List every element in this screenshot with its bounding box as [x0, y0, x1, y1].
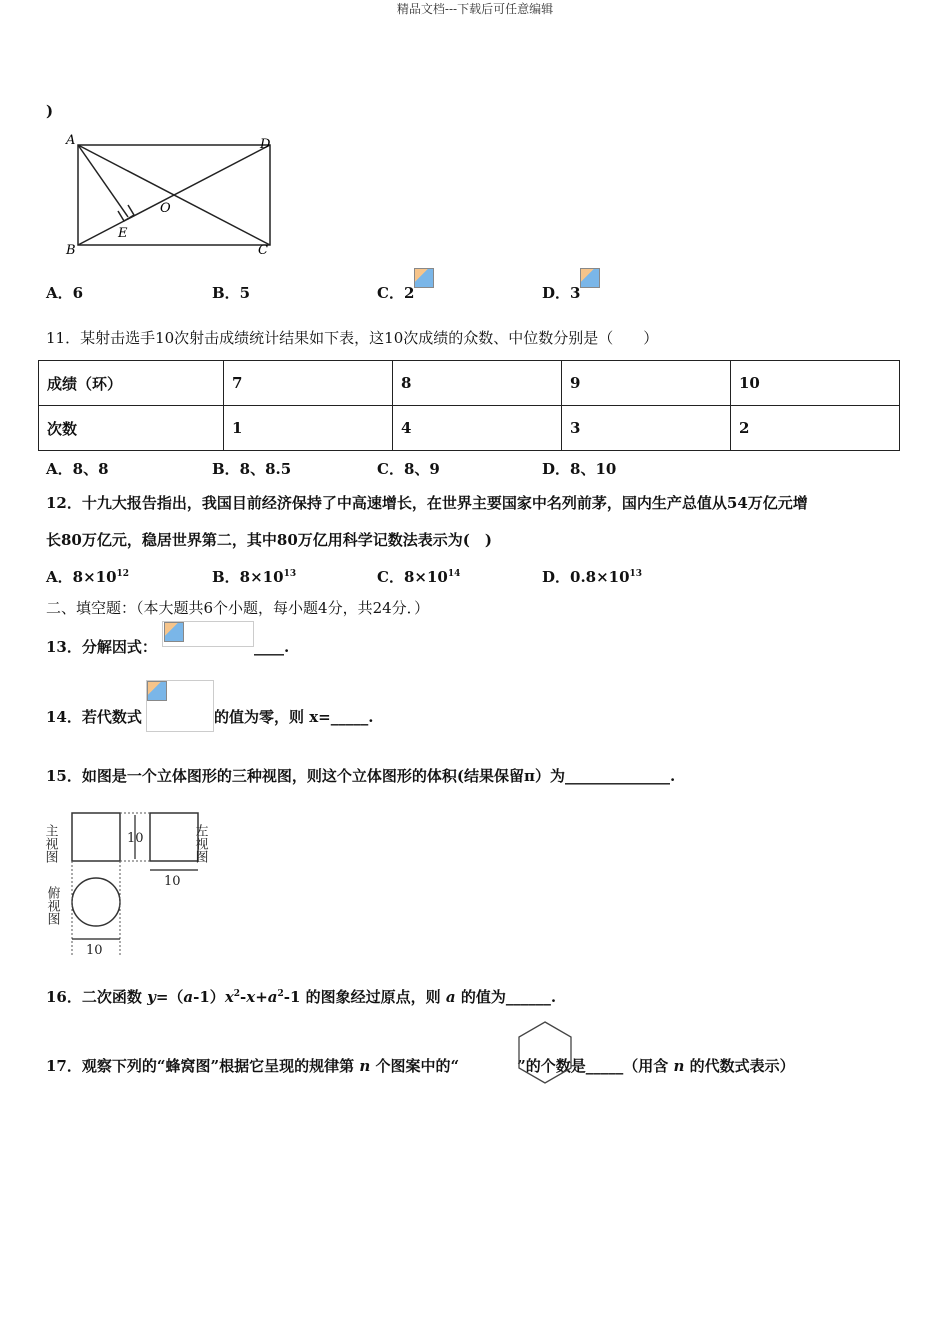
t: 17．观察下列的“蜂窝图”根据它呈现的规律第 — [46, 1057, 360, 1075]
option-text: C．8×10 — [377, 568, 448, 586]
dim-height: 10 — [127, 831, 144, 846]
option-text: A．8×10 — [46, 568, 117, 586]
table-cell: 次数 — [39, 406, 224, 451]
t: a — [445, 988, 456, 1006]
exponent: 12 — [116, 569, 130, 579]
dim-top-width: 10 — [86, 943, 103, 958]
q12-line2: 长80万亿元，稳居世界第二，其中80万亿用科学记数法表示为( ) — [46, 531, 492, 549]
score-table — [38, 360, 900, 451]
broken-image-icon — [414, 268, 434, 288]
exponent: 13 — [629, 569, 643, 579]
broken-image-icon — [580, 268, 600, 288]
broken-image-icon — [164, 622, 184, 642]
q12-option-c — [377, 565, 460, 586]
q16-text — [46, 985, 556, 1006]
table-cell: 9 — [562, 361, 731, 406]
exponent: 13 — [283, 569, 297, 579]
label-D: D — [260, 137, 271, 152]
table-cell: 10 — [731, 361, 900, 406]
t: ”的个数是_____（用含 — [517, 1057, 674, 1075]
top-view-label: 俯视图 — [44, 886, 60, 925]
q11-option-a: A．8、8 — [46, 460, 109, 478]
table-cell: 1 — [224, 406, 393, 451]
rectangle-figure — [60, 130, 290, 260]
front-view-label — [43, 824, 59, 863]
hexagon-icon — [516, 1020, 574, 1086]
q10-option-b: B．5 — [212, 284, 251, 302]
t: 16．二次函数 — [46, 988, 148, 1006]
label-text: 主视图 — [42, 824, 58, 863]
t: 的代数式表示） — [684, 1057, 795, 1075]
t: =（ — [155, 988, 184, 1006]
label-C: C — [258, 243, 268, 258]
q11-option-d: D．8、10 — [542, 460, 617, 478]
t: n — [673, 1057, 685, 1075]
t: n — [359, 1057, 371, 1075]
t: x — [224, 988, 234, 1006]
q11-option-b: B．8、8.5 — [212, 460, 292, 478]
table-cell: 3 — [562, 406, 731, 451]
q10-tail: ) — [46, 102, 54, 120]
t: x — [246, 988, 256, 1006]
section-fill-in-title: 二、填空题：（本大题共6个小题，每小题4分，共24分．） — [46, 599, 430, 617]
table-row — [39, 361, 900, 406]
t: -1） — [193, 988, 225, 1006]
q10-option-c: C．2 — [377, 284, 415, 302]
t: 2 — [277, 989, 284, 999]
q13-blank: ____. — [254, 638, 290, 656]
t: 的值为______. — [455, 988, 557, 1006]
side-view-label: 左视图 — [192, 824, 208, 863]
q12-option-d — [542, 565, 642, 586]
table-cell: 4 — [393, 406, 562, 451]
q13-text: 13．分解因式： — [46, 638, 157, 656]
q11-option-c: C．8、9 — [377, 460, 440, 478]
table-row — [39, 406, 900, 451]
label-B: B — [66, 243, 76, 258]
q12-option-a — [46, 565, 129, 586]
q15-text: 15．如图是一个立体图形的三种视图，则这个立体图形的体积(结果保留π）为______________. — [46, 767, 676, 785]
t: + — [255, 988, 268, 1006]
dim-side-width: 10 — [164, 874, 181, 889]
q12-option-b — [212, 565, 296, 586]
t: a — [267, 988, 278, 1006]
option-text: D．0.8×10 — [542, 568, 630, 586]
q10-option-d: D．3 — [542, 284, 581, 302]
t: a — [183, 988, 194, 1006]
table-cell: 2 — [731, 406, 900, 451]
t: y — [147, 988, 156, 1006]
label-A: A — [66, 133, 76, 148]
label-E: E — [118, 226, 128, 241]
table-cell: 成绩（环） — [39, 361, 224, 406]
q12-line1: 12．十九大报告指出，我国目前经济保持了中高速增长，在世界主要国家中名列前茅，国内生产总值从54万亿元增 — [46, 494, 808, 512]
t: - — [240, 988, 247, 1006]
q14-pre: 14．若代数式 — [46, 708, 142, 726]
table-cell: 7 — [224, 361, 393, 406]
broken-image-icon — [147, 681, 167, 701]
t: 个图案中的“ — [370, 1057, 460, 1075]
exponent: 14 — [447, 569, 461, 579]
q10-option-a: A．6 — [46, 284, 84, 302]
t: -1 的图象经过原点，则 — [283, 988, 446, 1006]
three-views-figure — [42, 806, 220, 962]
page-header: 精品文档---下载后可任意编辑 — [396, 2, 554, 16]
q14-post: 的值为零，则 x=_____. — [214, 708, 374, 726]
option-text: B．8×10 — [212, 568, 284, 586]
t: 2 — [233, 989, 241, 999]
q11-text: 11．某射击选手10次射击成绩统计结果如下表，这10次成绩的众数、中位数分别是（ ） — [46, 329, 659, 347]
table-cell: 8 — [393, 361, 562, 406]
label-O: O — [160, 201, 171, 216]
q17-text — [46, 1057, 795, 1075]
